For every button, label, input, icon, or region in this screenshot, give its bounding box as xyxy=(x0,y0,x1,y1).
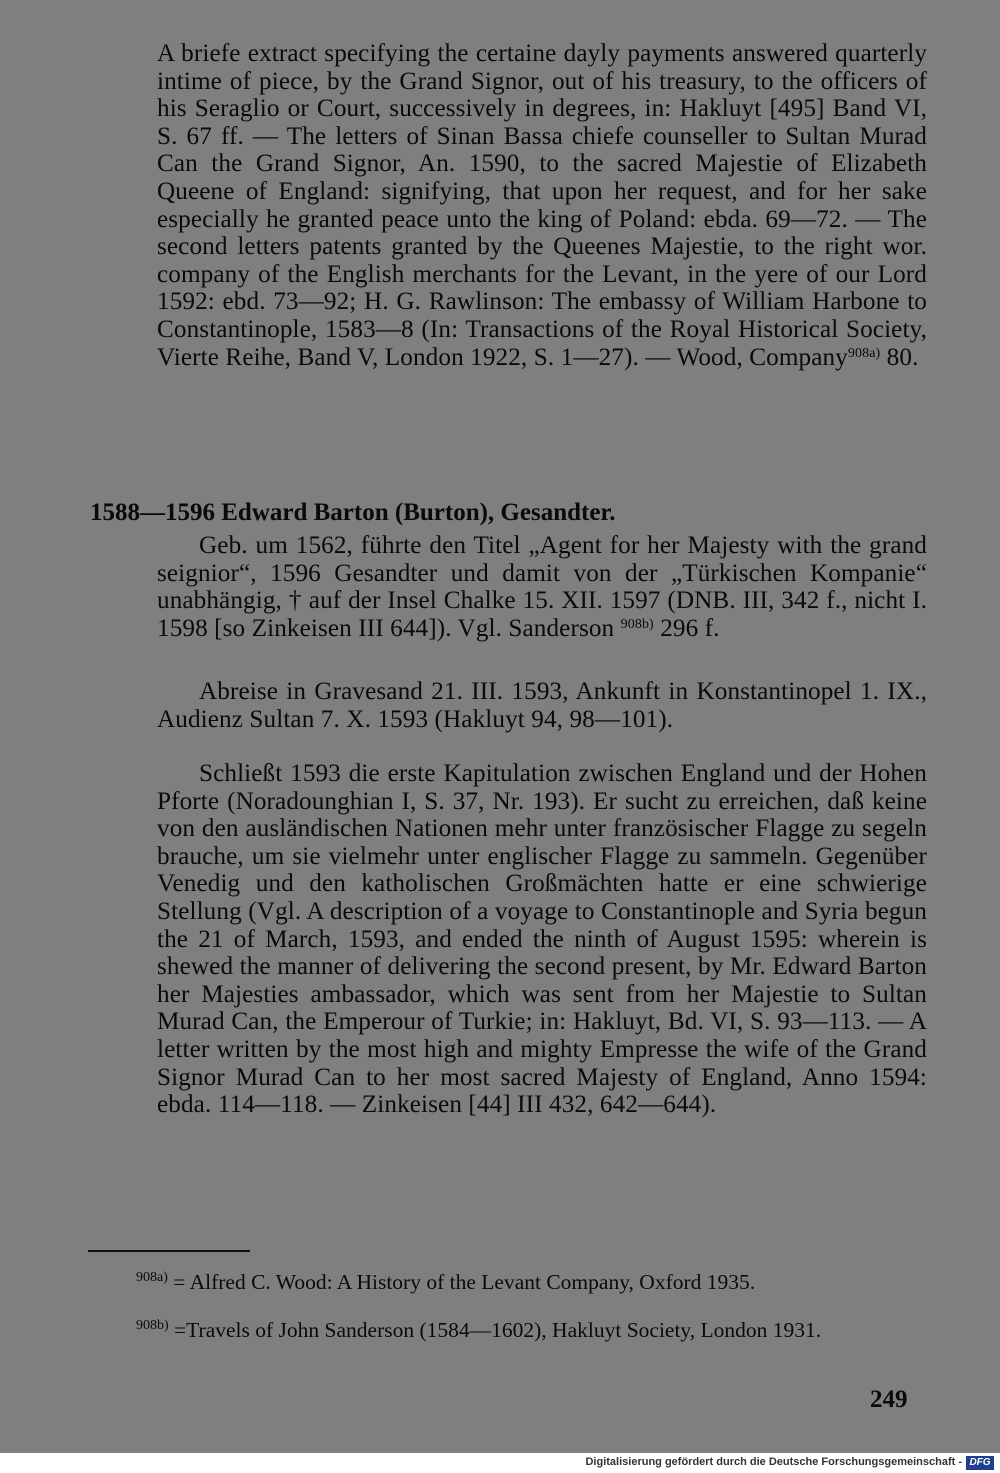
paragraph-text: Geb. um 1562, führte den Titel „Agent for her Majesty with the grand seignior“, 1596 Gesandter und damit von der „Türkischen Kompanie“ unabhängig, † auf der Insel Chalke 15. XII. 1597 (DNB. III, 342 f., nicht I. 1598 [so Zinkeisen III 644]). Vgl. Sanderson xyxy=(157,532,927,642)
footnote-text: = Alfred C. Wood: A History of the Levant Company, Oxford 1935. xyxy=(167,1270,756,1294)
footnote-mark: 908a) xyxy=(136,1270,168,1285)
section-heading: 1588—1596 Edward Barton (Burton), Gesandter. xyxy=(90,499,616,526)
paragraph-text: A briefe extract specifying the certaine dayly payments answered quarterly intime of piece, by the Grand Signor, out of his treasury, to the officers of his Seraglio or Court, successively in degrees, in: Hakluyt [495] Band VI, S. 67 ff. — The letters of Sinan Bassa chiefe counseller to Sultan Murad Can the Grand Signor, An. 1590, to the sacred Majestie of Elizabeth Queene of England: signifying, that upon her request, and for her sake especially he granted peace unto the king of Poland: ebda. 69—72. — The second letters patents granted by the Queenes Majestie, to the right wor. company of the English merchants for the Levant, in the yere of our Lord 1592: ebd. 73—92; H. G. Rawlinson: The embassy of William Harbone to Constantinople, 1583—8 (In: Transactions of the Royal Historical Society, Vierte Reihe, Band V, London 1922, S. 1—27). — Wood, Company xyxy=(157,40,927,371)
paragraph-biography xyxy=(157,532,927,642)
footnote-mark: 908b) xyxy=(136,1318,169,1333)
credit-text: Digitalisierung gefördert durch die Deutsche Forschungsgemeinschaft - xyxy=(585,1456,962,1468)
page-number: 249 xyxy=(870,1386,908,1413)
paragraph-text-end: 80. xyxy=(880,343,919,371)
footnote xyxy=(88,1318,924,1343)
footnote-reference: 908a) xyxy=(847,345,881,361)
footnote xyxy=(88,1270,924,1295)
paragraph-travel: Abreise in Gravesand 21. III. 1593, Ankunft in Konstantinopel 1. IX., Audienz Sultan 7. X. 1593 (Hakluyt 94, 98—101). xyxy=(157,678,927,733)
paragraph-sources-list xyxy=(157,40,927,371)
paragraph-text-end: 296 f. xyxy=(653,614,720,642)
footnote-reference: 908b) xyxy=(620,616,654,632)
dfg-logo-icon: DFG xyxy=(966,1456,994,1470)
footnote-text: =Travels of John Sanderson (1584—1602), Hakluyt Society, London 1931. xyxy=(168,1318,822,1342)
footnote-separator xyxy=(88,1250,250,1252)
paragraph-capitulation: Schließt 1593 die erste Kapitulation zwischen England und der Hohen Pforte (Noradounghian I, S. 37, Nr. 193). Er sucht zu erreichen, daß keine von den ausländischen Nationen mehr unter französischer Flagge zu segeln brauche, um sie vielmehr unter englischer Flagge zu sammeln. Gegenüber Venedig und den katholischen Großmächten hatte er eine schwierige Stellung (Vgl. A description of a voyage to Constantinople and Syria begun the 21 of March, 1593, and ended the ninth of August 1595: wherein is shewed the manner of delivering the second present, by Mr. Edward Barton her Majesties ambassador, which was sent from her Majestie to Sultan Murad Can, the Emperour of Turkie; in: Hakluyt, Bd. VI, S. 93—113. — A letter written by the most high and mighty Empresse the wife of the Grand Signor Murad Can to her most sacred Majesty of England, Anno 1594: ebda. 114—118. — Zinkeisen [44] III 432, 642—644). xyxy=(157,760,927,1119)
digitization-credit-bar xyxy=(0,1453,1000,1473)
